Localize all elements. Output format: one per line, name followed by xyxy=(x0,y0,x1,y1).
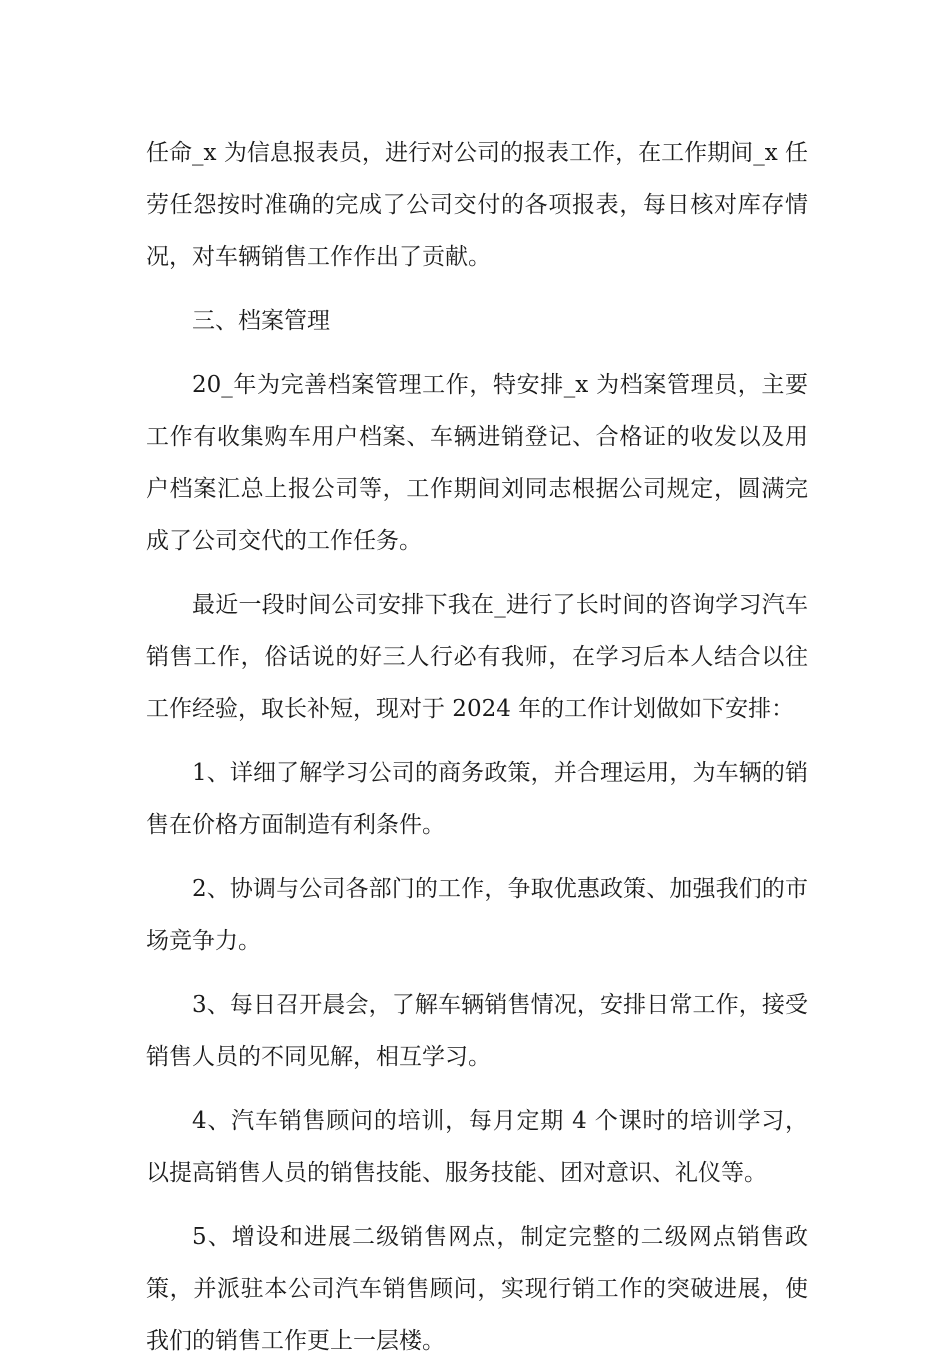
plan-item-1: 1、详细了解学习公司的商务政策，并合理运用，为车辆的销售在价格方面制造有利条件。 xyxy=(146,760,808,838)
paragraph-archive-management: 20_年为完善档案管理工作，特安排_x 为档案管理员，主要工作有收集购车用户档案、车辆进销登记、合格证的收发以及用户档案汇总上报公司等，工作期间刘同志根据公司规定，圆满完成了公司交代的工作任务。 xyxy=(146,372,808,554)
section-heading-archive-management: 三、档案管理 xyxy=(192,308,330,334)
plan-item-3: 3、每日召开晨会，了解车辆销售情况，安排日常工作，接受销售人员的不同见解，相互学习。 xyxy=(146,992,808,1070)
plan-item-2: 2、协调与公司各部门的工作，争取优惠政策、加强我们的市场竞争力。 xyxy=(146,876,808,954)
document-body xyxy=(146,127,808,1367)
plan-item-4: 4、汽车销售顾问的培训，每月定期 4 个课时的培训学习，以提高销售人员的销售技能、服务技能、团对意识、礼仪等。 xyxy=(146,1108,808,1186)
plan-item-5: 5、增设和进展二级销售网点，制定完整的二级网点销售政策，并派驻本公司汽车销售顾问，实现行销工作的突破进展，使我们的销售工作更上一层楼。 xyxy=(146,1224,808,1354)
paragraph-report-duty: 任命_x 为信息报表员，进行对公司的报表工作，在工作期间_x 任劳任怨按时准确的完成了公司交付的各项报表，每日核对库存情况，对车辆销售工作作出了贡献。 xyxy=(146,140,808,270)
paragraph-work-plan-intro: 最近一段时间公司安排下我在_进行了长时间的咨询学习汽车销售工作，俗话说的好三人行必有我师，在学习后本人结合以往工作经验，取长补短，现对于 2024 年的工作计划做如下安排： xyxy=(146,592,808,722)
